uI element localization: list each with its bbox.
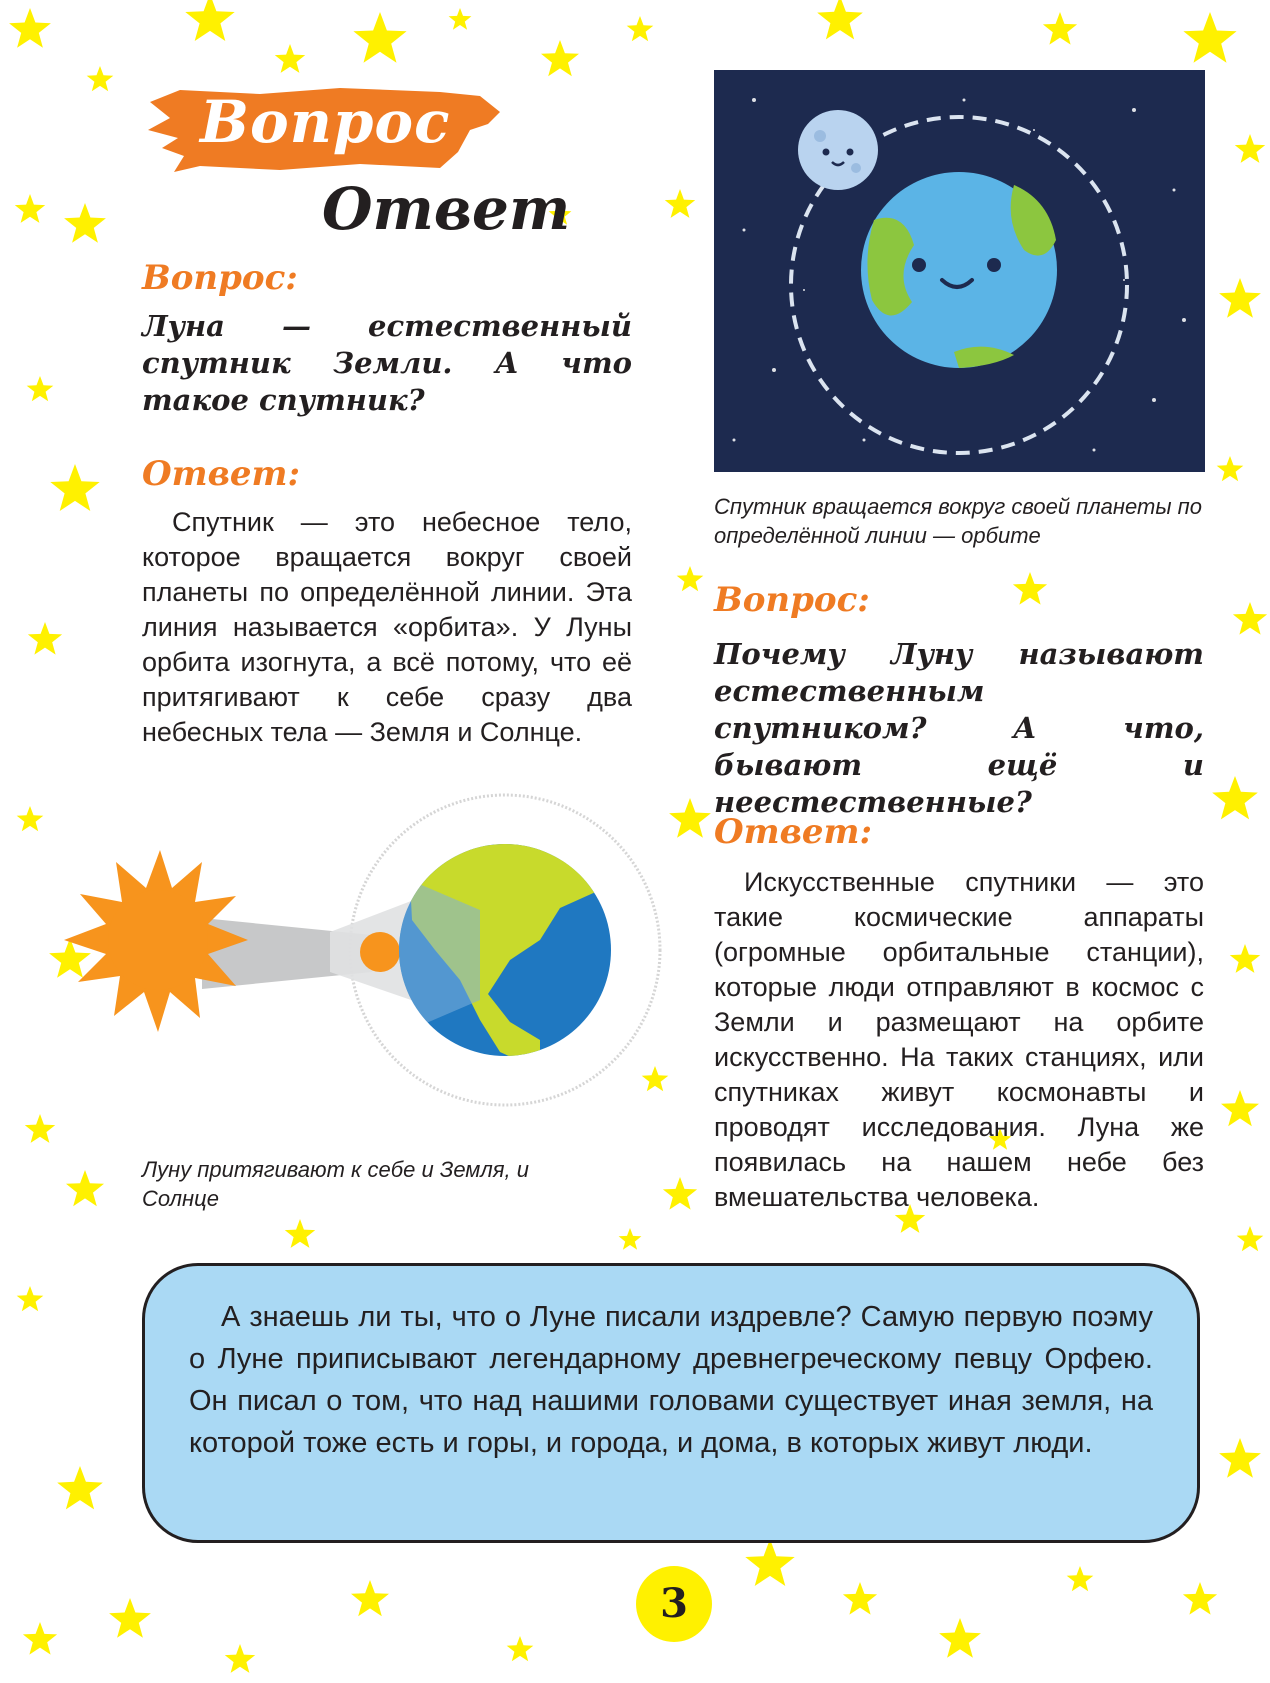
star-decoration xyxy=(665,189,695,218)
star-decoration xyxy=(817,0,863,39)
star-decoration xyxy=(1043,12,1077,45)
moon-icon xyxy=(360,932,400,972)
star-decoration xyxy=(23,1622,57,1655)
star-decoration xyxy=(1219,278,1261,318)
star-decoration xyxy=(87,66,114,91)
answer-text-1: Спутник — это небесное тело, которое вращается вокруг своей планеты по определённой линии. Эта линия называется «орбита». У Луны орбита изогнута, а всё потому, что её притягивают к себе сразу два небесных тела — Земля и Солнце. xyxy=(142,507,632,747)
star-decoration xyxy=(541,40,579,76)
star-decoration xyxy=(663,1177,697,1210)
star-decoration xyxy=(15,194,45,223)
star-decoration xyxy=(285,1219,315,1248)
question-label-1: Вопрос: xyxy=(142,258,298,298)
star-decoration xyxy=(619,1228,642,1250)
star-decoration xyxy=(17,1286,44,1311)
star-decoration xyxy=(275,44,305,73)
earth-face xyxy=(861,172,1057,368)
illustration-caption-1: Луну притягивают к себе и Земля, и Солнце xyxy=(142,1157,530,1211)
star-decoration xyxy=(1013,572,1047,605)
star-decoration xyxy=(449,8,472,30)
star-decoration xyxy=(27,376,54,401)
star-decoration xyxy=(1183,1582,1217,1615)
star-decoration xyxy=(66,1170,104,1206)
star-decoration xyxy=(1183,12,1236,63)
fun-fact-text: А знаешь ли ты, что о Луне писали издревле? Самую первую поэму о Луне приписывают легендарному древнегреческому певцу Орфею. Он писал о том, что над нашими головами существует иная земля, на которой тоже есть и горы, и города, и дома, в которых живут люди. xyxy=(189,1301,1153,1459)
star-decoration xyxy=(28,622,62,655)
star-decoration xyxy=(1221,1090,1259,1126)
star-decoration xyxy=(1067,1566,1094,1591)
star-decoration xyxy=(843,1582,877,1615)
star-decoration xyxy=(1230,944,1260,973)
space-illustration xyxy=(714,70,1205,472)
page-number: 3 xyxy=(636,1566,712,1642)
header-title: Вопрос xyxy=(200,88,451,156)
star-decoration xyxy=(109,1598,151,1638)
star-decoration xyxy=(351,1580,389,1616)
question-text-2: Почему Луну называют естественным спутником? А что, бывают ещё и неестественные? xyxy=(714,637,1204,819)
star-decoration xyxy=(225,1644,255,1673)
answer-label-1: Ответ: xyxy=(142,454,301,494)
star-decoration xyxy=(507,1636,534,1661)
star-decoration xyxy=(1217,456,1244,481)
moon-face xyxy=(798,110,878,190)
star-decoration xyxy=(185,0,234,41)
star-decoration xyxy=(745,1539,794,1586)
star-decoration xyxy=(353,12,406,63)
star-decoration xyxy=(1212,776,1258,819)
sun-earth-illustration xyxy=(40,790,680,1120)
star-decoration xyxy=(9,8,51,48)
header-subtitle: Ответ xyxy=(322,175,571,243)
star-decoration xyxy=(64,203,106,243)
answer-text-2: Искусственные спутники — это такие космические аппараты (огромные орбитальные станции), которые люди отправляют в космос с Земли и размещают на орбите искусственно. На таких станциях, или спутниках живут космонавты и проводят исследования. Луна же появилась на нашем небе без вмешательства человека. xyxy=(714,867,1204,1212)
sun-icon xyxy=(64,850,248,1032)
star-decoration xyxy=(677,566,704,591)
question-text-1: Луна — естественный спутник Земли. А что такое спутник? xyxy=(142,309,632,417)
star-decoration xyxy=(1235,134,1265,163)
star-decoration xyxy=(939,1618,981,1658)
fun-fact-box xyxy=(142,1263,1200,1543)
star-decoration xyxy=(50,464,99,511)
star-decoration xyxy=(1233,602,1267,635)
illustration-caption-2: Спутник вращается вокруг своей планеты по определённой линии — орбите xyxy=(714,494,1202,548)
star-decoration xyxy=(57,1466,103,1509)
star-decoration xyxy=(627,16,654,41)
answer-label-2: Ответ: xyxy=(714,812,873,852)
star-decoration xyxy=(1219,1438,1261,1478)
star-decoration xyxy=(1237,1226,1264,1251)
question-label-2: Вопрос: xyxy=(714,580,870,620)
